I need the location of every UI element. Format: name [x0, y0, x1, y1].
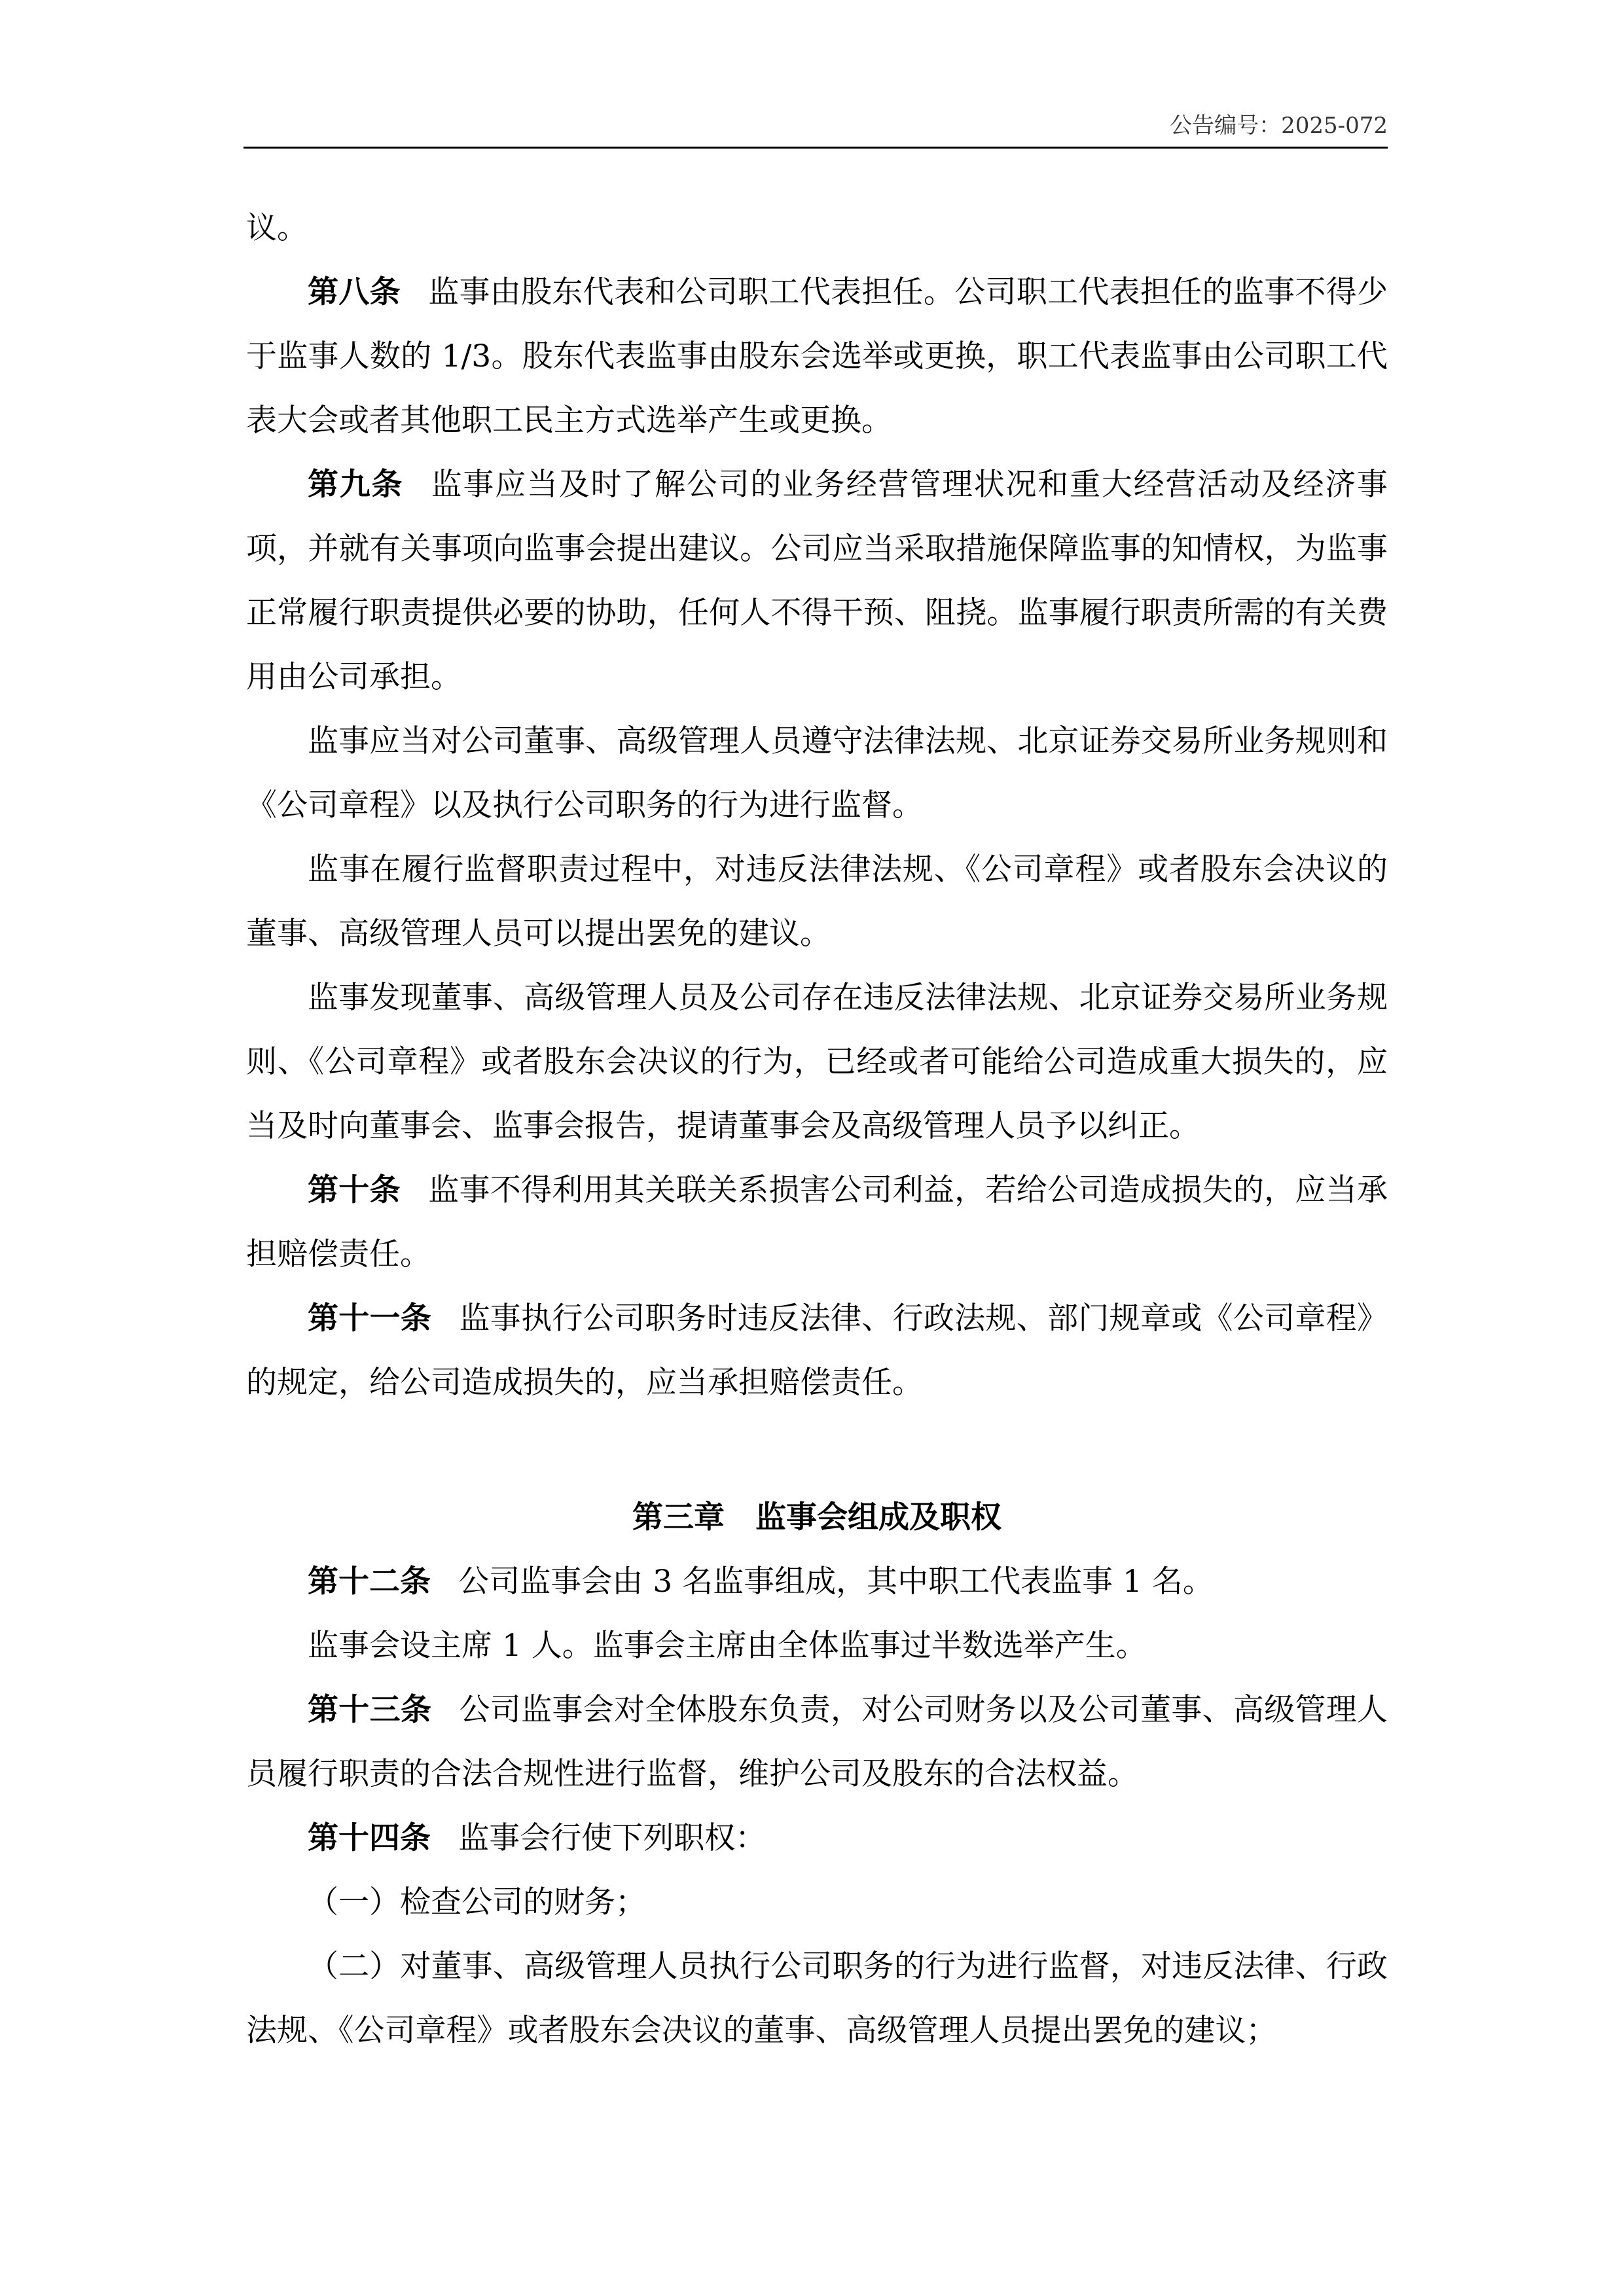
article-paragraph — [246, 1550, 1388, 1614]
paragraph-text: 监事会行使下列职权： — [458, 1820, 767, 1856]
paragraph-text: 监事执行公司职务时违反法律、行政法规、部门规章或《公司章程》的规定，给公司造成损失的，应当承担赔偿责任。 — [246, 1300, 1388, 1401]
paragraph-text: 监事由股东代表和公司职工代表担任。公司职工代表担任的监事不得少于监事人数的 1/3。股东代表监事由股东会选举或更换，职工代表监事由公司职工代表大会或者其他职工民主方式选举产生或更换。 — [246, 274, 1388, 439]
articles-section-b — [246, 1550, 1388, 2063]
page-header — [244, 110, 1388, 149]
article-label: 第十三条 — [308, 1692, 432, 1728]
paragraph — [246, 838, 1388, 966]
paragraph — [246, 1871, 1388, 1935]
article-label: 第十二条 — [308, 1564, 431, 1600]
chapter-title: 监事会组成及职权 — [755, 1499, 1001, 1535]
paragraph-text: （一）检查公司的财务； — [308, 1884, 646, 1920]
article-paragraph — [246, 453, 1388, 709]
article-label: 第十一条 — [308, 1300, 432, 1336]
paragraph-text: 监事应当及时了解公司的业务经营管理状况和重大经营活动及经济事项，并就有关事项向监事会提出建议。公司应当采取措施保障监事的知情权，为监事正常履行职责提供必要的协助，任何人不得干预、阻挠。监事履行职责所需的有关费用由公司承担。 — [246, 467, 1388, 695]
paragraph-text: 监事在履行监督职责过程中，对违反法律法规、《公司章程》或者股东会决议的董事、高级管理人员可以提出罢免的建议。 — [246, 852, 1388, 952]
paragraph-text: （二）对董事、高级管理人员执行公司职务的行为进行监督，对违反法律、行政法规、《公司章程》或者股东会决议的董事、高级管理人员提出罢免的建议； — [246, 1948, 1388, 2049]
paragraph-text: 监事会设主席 1 人。监事会主席由全体监事过半数选举产生。 — [308, 1628, 1147, 1664]
article-paragraph — [246, 1287, 1388, 1415]
paragraph-text: 公司监事会对全体股东负责，对公司财务以及公司董事、高级管理人员履行职责的合法合规性进行监督，维护公司及股东的合法权益。 — [246, 1692, 1388, 1792]
article-paragraph — [246, 1806, 1388, 1871]
article-paragraph — [246, 1678, 1388, 1806]
paragraph — [246, 709, 1388, 838]
articles-section-a — [246, 196, 1388, 1415]
paragraph-text: 监事不得利用其关联关系损害公司利益，若给公司造成损失的，应当承担赔偿责任。 — [246, 1172, 1388, 1272]
chapter-heading — [246, 1415, 1388, 1550]
paragraph-text: 议。 — [246, 210, 308, 246]
article-label: 第十四条 — [308, 1820, 431, 1856]
article-label: 第九条 — [308, 467, 404, 503]
article-paragraph — [246, 260, 1388, 453]
document-body — [246, 196, 1388, 2063]
header-divider — [244, 147, 1388, 149]
paragraph-text: 公司监事会由 3 名监事组成，其中职工代表监事 1 名。 — [458, 1564, 1214, 1600]
paragraph — [246, 966, 1388, 1158]
article-paragraph — [246, 1158, 1388, 1287]
chapter-number: 第三章 — [632, 1499, 725, 1535]
notice-number: 公告编号：2025-072 — [1170, 113, 1388, 139]
article-label: 第十条 — [308, 1172, 401, 1208]
paragraph — [246, 1614, 1388, 1678]
article-label: 第八条 — [308, 274, 401, 310]
paragraph — [246, 196, 1388, 260]
paragraph — [246, 1935, 1388, 2063]
paragraph-text: 监事应当对公司董事、高级管理人员遵守法律法规、北京证券交易所业务规则和《公司章程》以及执行公司职务的行为进行监督。 — [246, 723, 1388, 823]
paragraph-text: 监事发现董事、高级管理人员及公司存在违反法律法规、北京证券交易所业务规则、《公司章程》或者股东会决议的行为，已经或者可能给公司造成重大损失的，应当及时向董事会、监事会报告，提请董事会及高级管理人员予以纠正。 — [246, 980, 1388, 1144]
